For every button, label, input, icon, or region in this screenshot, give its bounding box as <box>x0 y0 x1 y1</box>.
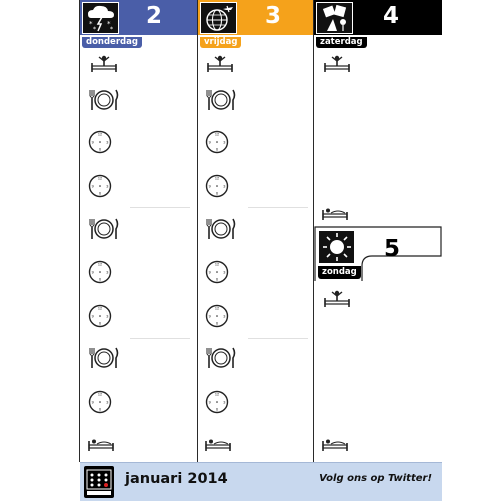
column-divider <box>79 0 80 462</box>
meal-icon <box>88 346 120 370</box>
meal-icon <box>205 346 237 370</box>
clock-icon <box>205 390 229 414</box>
bed-icon <box>205 436 231 452</box>
wake-up-icon <box>324 55 350 73</box>
day-header-vrijdag <box>198 0 313 35</box>
day-label: donderdag <box>82 37 142 48</box>
clock-icon <box>88 260 112 284</box>
clock-icon <box>88 130 112 154</box>
meal-icon <box>88 217 120 241</box>
meal-icon <box>205 88 237 112</box>
day-number: 3 <box>265 3 282 29</box>
svg-text:*: * <box>109 26 113 32</box>
clock-icon <box>205 260 229 284</box>
day-label: zondag <box>318 266 361 279</box>
day-label: zaterdag <box>316 37 367 48</box>
day-label: vrijdag <box>200 37 241 48</box>
footer-bar <box>80 462 442 501</box>
day-header-zaterdag <box>314 0 442 35</box>
clock-icon <box>205 130 229 154</box>
clock-icon <box>88 390 112 414</box>
party-icon <box>316 2 353 34</box>
row-divider <box>130 338 190 339</box>
wake-up-icon <box>324 290 350 308</box>
day-header-donderdag <box>80 0 197 35</box>
wake-up-icon <box>207 55 233 73</box>
globe-plane-icon <box>200 2 237 34</box>
weather-snow-icon <box>82 2 119 34</box>
day-number: 2 <box>146 3 163 29</box>
calendar-icon <box>84 466 114 498</box>
bed-icon <box>322 205 348 221</box>
day-number: 4 <box>383 3 400 29</box>
clock-icon <box>205 174 229 198</box>
bed-icon <box>322 436 348 452</box>
svg-text:*: * <box>106 20 110 28</box>
column-divider <box>197 0 198 462</box>
meal-icon <box>205 217 237 241</box>
bed-icon <box>88 436 114 452</box>
day-number: 5 <box>384 236 401 262</box>
svg-text:*: * <box>88 20 92 28</box>
clock-icon <box>88 174 112 198</box>
row-divider <box>130 207 190 208</box>
row-divider <box>248 207 308 208</box>
svg-text:*: * <box>92 26 96 32</box>
clock-icon <box>205 304 229 328</box>
row-divider <box>248 338 308 339</box>
twitter-link[interactable]: Volg ons op Twitter! <box>319 473 432 484</box>
sun-icon <box>318 230 355 264</box>
clock-icon <box>88 304 112 328</box>
wake-up-icon <box>91 55 117 73</box>
meal-icon <box>88 88 120 112</box>
footer-month: januari 2014 <box>125 471 228 487</box>
